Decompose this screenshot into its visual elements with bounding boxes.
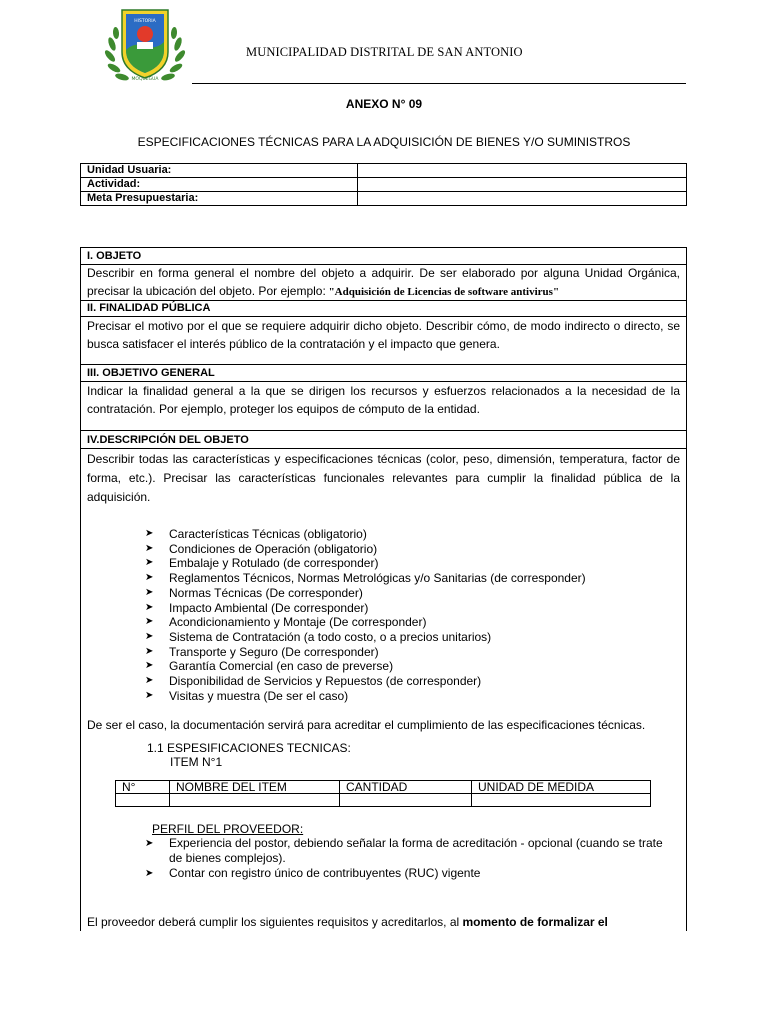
item-table xyxy=(115,780,651,807)
section-title-objeto: I. OBJETO xyxy=(87,250,142,262)
section-text-finalidad: Precisar el motivo por el que se requiere adquirir dicho objeto. Describir cómo, de modo indirecto o directo, se busca satisfacer el interés público de la contratación y el impacto que genera. xyxy=(87,319,680,351)
table-row xyxy=(116,794,651,807)
arrow-bullet-icon: ➤ xyxy=(145,838,154,849)
section-text-objetivo: Indicar la finalidad general a la que se dirigen los recursos y esfuerzos relacionados a la necesidad de la contratación. Por ejemplo, proteger los equipos de cómputo de la entidad. xyxy=(87,384,680,416)
arrow-bullet-icon: ➤ xyxy=(145,528,154,539)
list-item: ➤ Sistema de Contratación (a todo costo, o a precios unitarios) xyxy=(145,629,492,644)
technical-spec-subsection xyxy=(147,741,351,769)
table-row xyxy=(81,164,687,178)
supplier-profile-heading: PERFIL DEL PROVEEDOR: xyxy=(152,822,304,836)
info-table xyxy=(80,163,687,206)
list-item: ➤ Disponibilidad de Servicios y Repuestos (de corresponder) xyxy=(145,674,482,689)
divider xyxy=(81,448,686,449)
municipal-crest-logo xyxy=(104,6,186,86)
info-label: Meta Presupuestaria: xyxy=(81,192,358,206)
table-cell xyxy=(472,794,651,807)
supplier-profile-list xyxy=(143,836,663,881)
arrow-bullet-icon: ➤ xyxy=(145,542,154,554)
arrow-bullet-icon: ➤ xyxy=(145,868,154,879)
specifications-frame xyxy=(80,247,687,931)
arrow-bullet-icon: ➤ xyxy=(145,572,154,584)
list-item: ➤ Transporte y Seguro (De corresponder) xyxy=(145,644,379,659)
list-item: ➤ Embalaje y Rotulado (de corresponder) xyxy=(145,556,379,571)
table-cell xyxy=(340,794,472,807)
svg-text:HISTORIA: HISTORIA xyxy=(134,19,156,24)
divider xyxy=(81,316,686,317)
document-title: ESPECIFICACIONES TÉCNICAS PARA LA ADQUISICIÓN DE BIENES Y/O SUMINISTROS xyxy=(137,135,631,149)
list-item: ➤ Condiciones de Operación (obligatorio) xyxy=(145,541,378,556)
arrow-bullet-icon: ➤ xyxy=(145,689,154,701)
section-title-descripcion: IV.DESCRIPCIÓN DEL OBJETO xyxy=(87,434,249,446)
divider xyxy=(81,430,686,431)
list-item: ➤ Características Técnicas (obligatorio) xyxy=(145,527,367,541)
list-item: ➤ Garantía Comercial (en caso de preverse) xyxy=(145,659,394,674)
svg-text:MOQUEGUA: MOQUEGUA xyxy=(131,77,159,82)
section-title-finalidad: II. FINALIDAD PÚBLICA xyxy=(87,302,211,314)
section-text-descripcion: Describir todas las características y especificaciones técnicas (color, peso, dimensión, temperatura, factor de forma, etc.). Precisar las características funcionales relevantes para cumplir la finalidad pública de la adquisición. xyxy=(87,452,680,504)
column-header: UNIDAD DE MEDIDA xyxy=(472,781,651,794)
list-item: ➤ Visitas y muestra (De ser el caso) xyxy=(145,688,349,703)
column-header: CANTIDAD xyxy=(340,781,472,794)
arrow-bullet-icon: ➤ xyxy=(145,557,154,569)
subsection-heading: 1.1 ESPESIFICACIONES TECNICAS: xyxy=(147,741,351,755)
divider xyxy=(81,364,686,365)
info-value xyxy=(358,192,687,206)
table-row xyxy=(81,192,687,206)
arrow-bullet-icon: ➤ xyxy=(145,675,154,687)
arrow-bullet-icon: ➤ xyxy=(145,630,154,642)
list-item: ➤ Reglamentos Técnicos, Normas Metrológicas y/o Sanitarias (de corresponder) xyxy=(145,571,586,586)
arrow-bullet-icon: ➤ xyxy=(145,616,154,628)
list-item: ➤ Acondicionamiento y Montaje (De corresponder) xyxy=(145,615,427,630)
list-item: ➤ Experiencia del postor, debiendo señalar la forma de acreditación - opcional (cuando se trate de bienes complejos). xyxy=(145,836,663,865)
objeto-text: Describir en forma general el nombre del objeto a adquirir. De ser elaborado por alguna Unidad Orgánica, precisar la ubicación del objeto. Por ejemplo: xyxy=(87,266,680,298)
info-label: Actividad: xyxy=(81,178,358,192)
section-text-objeto xyxy=(81,265,686,301)
table-cell xyxy=(116,794,170,807)
section-title-objetivo: III. OBJETIVO GENERAL xyxy=(87,367,215,379)
arrow-bullet-icon: ➤ xyxy=(145,586,154,598)
divider xyxy=(81,381,686,382)
list-item: ➤ Impacto Ambiental (De corresponder) xyxy=(145,600,369,615)
arrow-bullet-icon: ➤ xyxy=(145,601,154,613)
list-item: ➤ Contar con registro único de contribuyentes (RUC) vigente xyxy=(145,866,481,880)
info-value xyxy=(358,164,687,178)
supplier-requirements-text xyxy=(87,915,608,929)
documentation-note: De ser el caso, la documentación servirá para acreditar el cumplimiento de las especificaciones técnicas. xyxy=(87,718,646,732)
info-value xyxy=(358,178,687,192)
column-header: NOMBRE DEL ITEM xyxy=(170,781,340,794)
list-item: ➤ Normas Técnicas (De corresponder) xyxy=(145,585,363,600)
arrow-bullet-icon: ➤ xyxy=(145,645,154,657)
header-divider xyxy=(192,83,686,84)
table-cell xyxy=(170,794,340,807)
arrow-bullet-icon: ➤ xyxy=(145,660,154,672)
objeto-example: "Adquisición de Licencias de software antivirus" xyxy=(325,285,560,298)
final-bold-text: momento de formalizar el xyxy=(462,915,608,929)
table-row xyxy=(81,178,687,192)
item-number: ITEM N°1 xyxy=(170,755,223,769)
annex-number: ANEXO N° 09 xyxy=(345,97,423,111)
column-header: N° xyxy=(116,781,170,794)
requirements-list xyxy=(143,527,586,703)
final-text: El proveedor deberá cumplir los siguientes requisitos y acreditarlos, al xyxy=(87,915,463,929)
municipality-name: MUNICIPALIDAD DISTRITAL DE SAN ANTONIO xyxy=(246,45,523,59)
info-label: Unidad Usuaria: xyxy=(81,164,358,178)
table-header-row xyxy=(116,781,651,794)
